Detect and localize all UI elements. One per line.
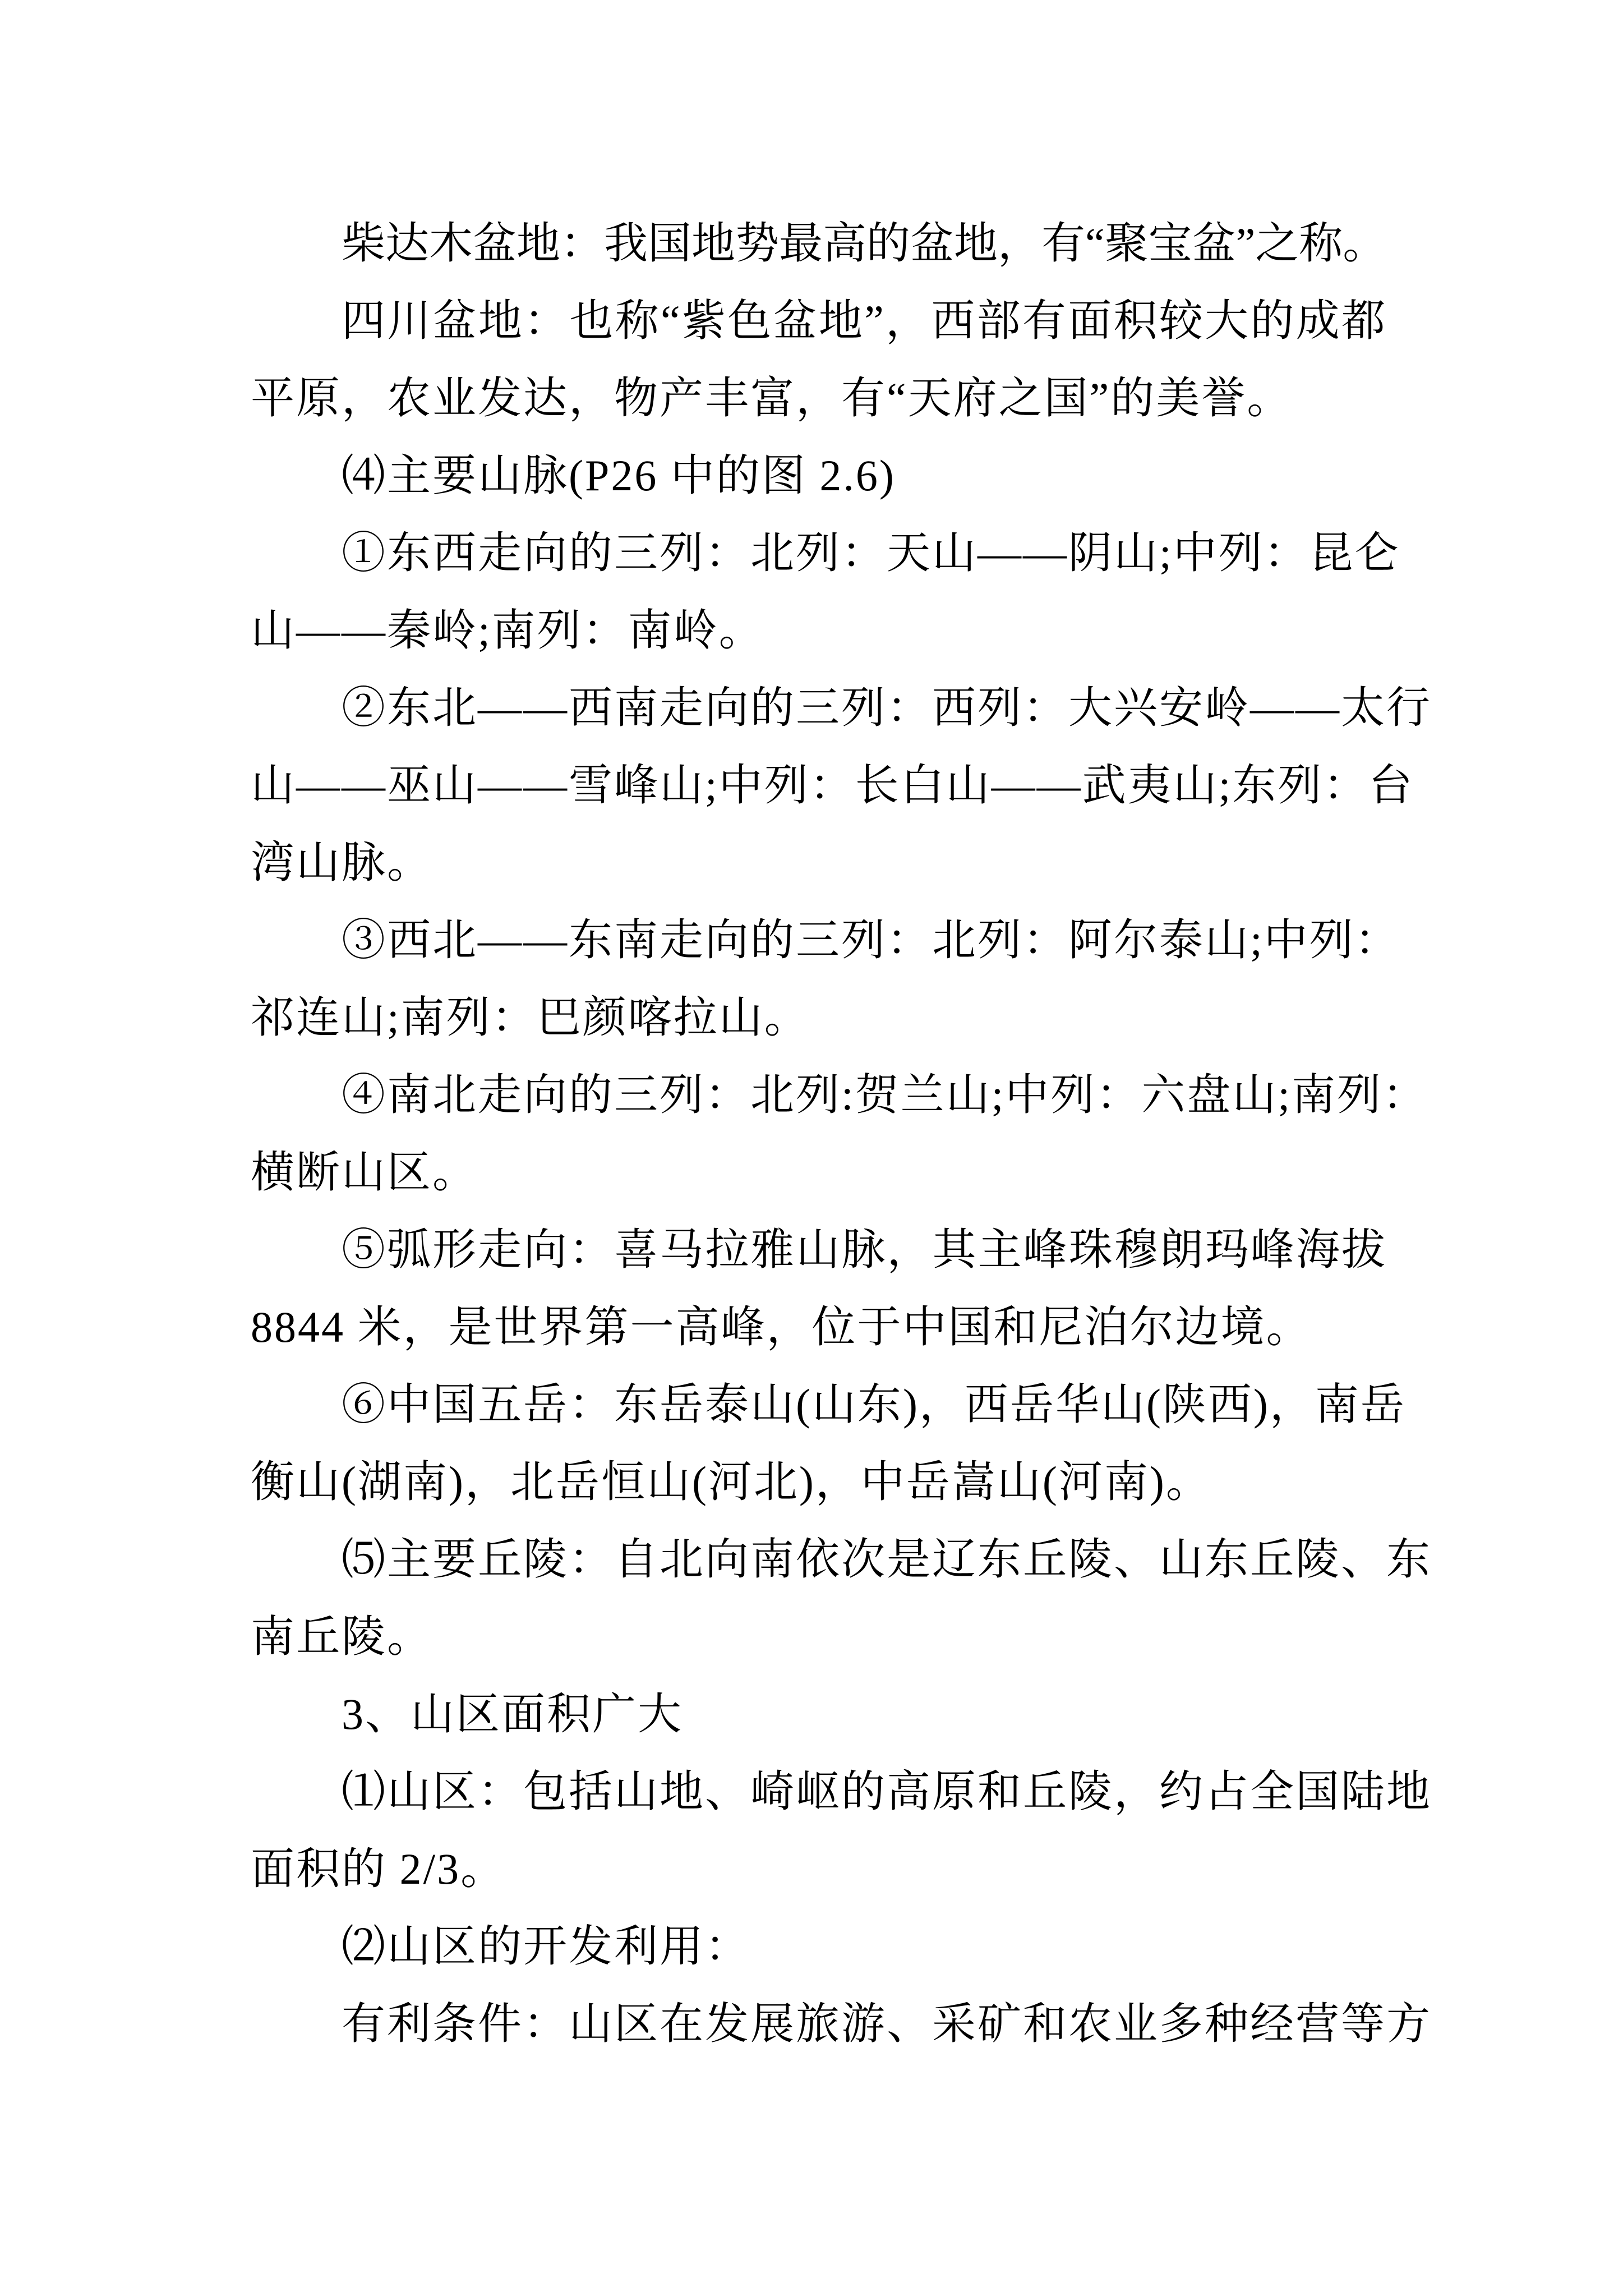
paragraph-line: ③西北——东南走向的三列：北列：阿尔泰山;中列： <box>342 915 1400 964</box>
paragraph-favorable-conditions <box>251 1985 1432 2063</box>
paragraph-line: ⑵山区的开发利用： <box>342 1922 751 1971</box>
paragraph-line: ④南北走向的三列：北列:贺兰山;中列：六盘山;南列： <box>342 1070 1428 1119</box>
paragraph-line: 湾山脉。 <box>251 838 433 887</box>
paragraph-line: 横断山区。 <box>251 1148 478 1197</box>
paragraph-line: 四川盆地：也称“紫色盆地”，西部有面积较大的成都 <box>342 296 1387 345</box>
paragraph-northeast-southwest-ranges <box>251 669 1432 901</box>
paragraph-line: ⑷主要山脉(P26 中的图 2.6) <box>342 451 896 500</box>
paragraph-line: 祁连山;南列：巴颜喀拉山。 <box>251 993 810 1042</box>
paragraph-line: 山——秦岭;南列：南岭。 <box>251 606 764 655</box>
document-body <box>251 205 1432 2063</box>
paragraph-sichuan-basin <box>251 282 1387 437</box>
paragraph-line: ⑴山区：包括山地、崎岖的高原和丘陵，约占全国陆地 <box>342 1767 1432 1816</box>
paragraph-line: 柴达木盆地：我国地势最高的盆地，有“聚宝盆”之称。 <box>342 219 1387 268</box>
paragraph-line: ①东西走向的三列：北列：天山——阴山;中列：昆仑 <box>342 528 1400 577</box>
paragraph-line: ②东北——西南走向的三列：西列：大兴安岭——太行 <box>342 683 1432 732</box>
paragraph-line: 面积的 2/3。 <box>251 1844 506 1893</box>
section-heading: 3、山区面积广大 <box>342 1690 684 1738</box>
paragraph-line: ⑸主要丘陵：自北向南依次是辽东丘陵、山东丘陵、东 <box>342 1535 1432 1584</box>
section-heading-mountain-areas <box>251 1676 1387 1753</box>
paragraph-arc-ranges <box>251 1211 1387 1366</box>
paragraph-east-west-ranges <box>251 514 1400 669</box>
paragraph-line: 8844 米，是世界第一高峰，位于中国和尼泊尔边境。 <box>251 1303 1312 1351</box>
paragraph-line: 平原，农业发达，物产丰富，有“天府之国”的美誉。 <box>251 374 1293 422</box>
paragraph-northwest-southeast-ranges <box>251 901 1400 1056</box>
paragraph-main-mountains-heading <box>251 437 1387 514</box>
paragraph-qaidam-basin <box>251 205 1387 282</box>
paragraph-line: 有利条件：山区在发展旅游、采矿和农业多种经营等方 <box>342 1999 1432 2048</box>
paragraph-mountain-development-heading <box>251 1908 1387 1985</box>
paragraph-north-south-ranges <box>251 1056 1428 1211</box>
paragraph-line: 南丘陵。 <box>251 1612 433 1661</box>
paragraph-line: ⑤弧形走向：喜马拉雅山脉，其主峰珠穆朗玛峰海拔 <box>342 1225 1387 1274</box>
paragraph-five-great-mountains <box>251 1366 1406 1521</box>
paragraph-line: ⑥中国五岳：东岳泰山(山东)，西岳华山(陕西)，南岳 <box>342 1380 1406 1429</box>
paragraph-line: 衡山(湖南)，北岳恒山(河北)，中岳嵩山(河南)。 <box>251 1457 1211 1506</box>
paragraph-line: 山——巫山——雪峰山;中列：长白山——武夷山;东列：台 <box>251 761 1414 809</box>
paragraph-main-hills <box>251 1521 1432 1676</box>
paragraph-mountain-area-definition <box>251 1753 1432 1908</box>
